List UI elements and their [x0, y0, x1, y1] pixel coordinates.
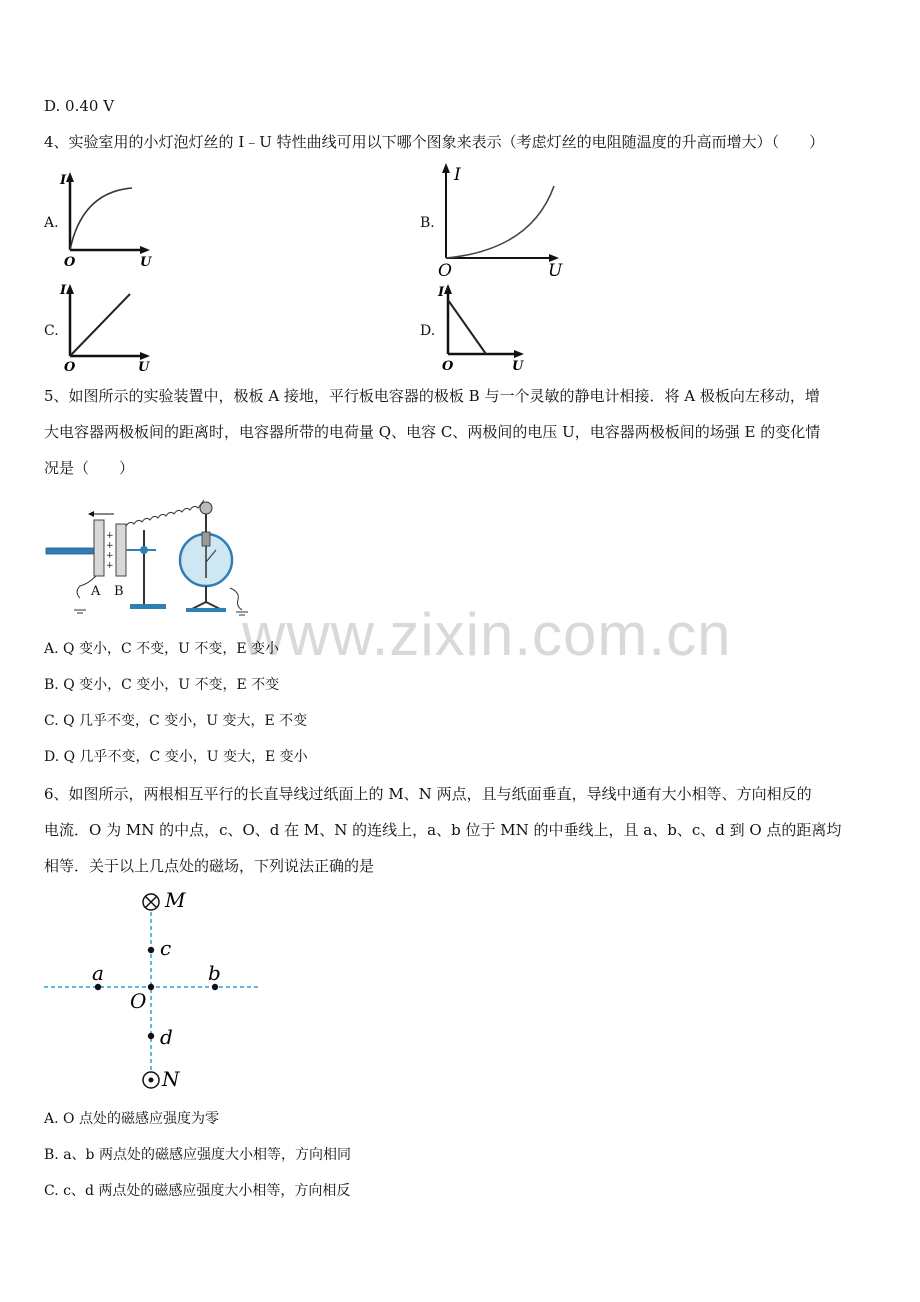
svg-text:+: + [106, 561, 114, 571]
axis-i-label: I [438, 285, 445, 300]
axis-u-label: U [548, 261, 563, 281]
origin-label: O [442, 359, 454, 374]
origin-label: O [64, 360, 76, 375]
q6-option-b[interactable]: B. a、b 两点处的磁感应强度大小相等，方向相同 [44, 1147, 351, 1163]
origin-label: O [438, 261, 452, 281]
label-a: a [92, 961, 104, 985]
q4-option-d-label[interactable]: D. [420, 323, 436, 339]
q3-option-d[interactable]: D. 0.40 V [44, 97, 115, 115]
axis-i-label: I [60, 283, 67, 298]
axis-u-label: U [140, 255, 152, 270]
q4-stem: 4、实验室用的小灯泡灯丝的 I﹣U 特性曲线可用以下哪个图象来表示（考虑灯丝的电阻随温度的升高而增大）（ ） [44, 133, 825, 151]
label-n: N [162, 1067, 180, 1091]
q4-graph-a [60, 170, 155, 270]
q5-option-c[interactable]: C. Q 几乎不变，C 变小，U 变大，E 不变 [44, 713, 308, 729]
q5-option-d[interactable]: D. Q 几乎不变，C 变小，U 变大，E 变小 [44, 749, 308, 765]
plate-b-label: B [114, 584, 124, 599]
q6-stem-line3: 相等．关于以上几点处的磁场，下列说法正确的是 [44, 857, 375, 875]
q5-stem-line2: 大电容器两极板间的距离时，电容器所带的电荷量 Q、电容 C、两极间的电压 U，电容器两极板间的场强 E 的变化情 [44, 423, 821, 441]
q6-option-c[interactable]: C. c、d 两点处的磁感应强度大小相等，方向相反 [44, 1183, 351, 1199]
q4-graph-d [436, 282, 531, 374]
q6-stem-line2: 电流．O 为 MN 的中点，c、O、d 在 M、N 的连线上，a、b 位于 MN 的中垂线上，且 a、b、c、d 到 O 点的距离均 [44, 821, 842, 839]
q6-stem-line1: 6、如图所示，两根相互平行的长直导线过纸面上的 M、N 两点，且与纸面垂直，导线中通有大小相等、方向相反的 [44, 785, 812, 803]
q5-option-a[interactable]: A. Q 变小，C 不变，U 不变，E 变小 [44, 641, 280, 657]
axis-u-label: U [138, 360, 150, 375]
axis-i-label: I [60, 173, 67, 188]
q4-option-b-label[interactable]: B. [420, 215, 435, 231]
q5-stem-line1: 5、如图所示的实验装置中，极板 A 接地，平行板电容器的极板 B 与一个灵敏的静电计相接．将 A 极板向左移动，增 [44, 387, 820, 405]
label-b: b [208, 961, 221, 985]
q4-graph-b [436, 160, 566, 282]
label-c: c [160, 936, 172, 960]
svg-text:+: + [106, 551, 114, 561]
watermark: www.zixin.com.cn [242, 601, 732, 668]
label-m: M [165, 888, 186, 912]
q4-option-a-label[interactable]: A. [44, 215, 59, 231]
q4-option-c-label[interactable]: C. [44, 323, 59, 339]
q5-stem-line3: 况是（ ） [44, 459, 135, 477]
q5-apparatus-figure [44, 490, 254, 620]
svg-text:+: + [106, 531, 114, 541]
label-o: O [130, 989, 147, 1013]
axis-i-label: I [454, 165, 461, 185]
axis-u-label: U [512, 359, 524, 374]
svg-text:+: + [106, 541, 114, 551]
plate-a-label: A [91, 584, 101, 599]
q5-option-b[interactable]: B. Q 变小，C 变小，U 不变，E 不变 [44, 677, 280, 693]
q6-magnetic-figure [40, 884, 270, 1094]
label-d: d [160, 1025, 173, 1049]
q6-option-a[interactable]: A. O 点处的磁感应强度为零 [44, 1111, 219, 1127]
origin-label: O [64, 255, 76, 270]
q4-graph-c [60, 282, 155, 374]
